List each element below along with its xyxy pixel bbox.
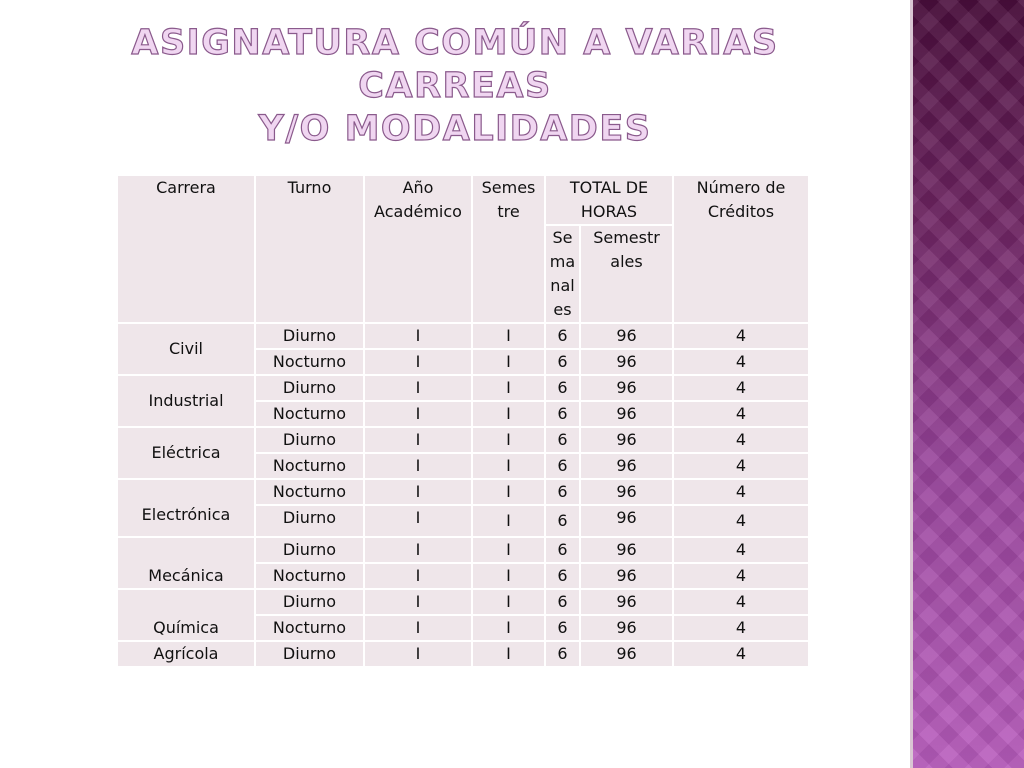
anio-cell: I xyxy=(364,563,472,589)
semestre-cell: I xyxy=(472,453,545,479)
header-semestre: Semes tre xyxy=(472,175,545,323)
turno-cell: Diurno xyxy=(255,641,364,667)
semestrales-cell: 96 xyxy=(580,479,673,505)
header-semestrales: Semestr ales xyxy=(580,225,673,323)
semestrales-cell: 96 xyxy=(580,589,673,615)
turno-cell: Diurno xyxy=(255,323,364,349)
table-row xyxy=(117,589,809,615)
table-row xyxy=(117,641,809,667)
anio-cell: I xyxy=(364,323,472,349)
career-cell: Mecánica xyxy=(117,537,255,589)
turno-cell: Nocturno xyxy=(255,479,364,505)
career-cell: Civil xyxy=(117,323,255,375)
semestrales-cell: 96 xyxy=(580,641,673,667)
title-line-2: Y/O MODALIDADES xyxy=(258,109,652,149)
semestre-cell: I xyxy=(472,563,545,589)
anio-cell: I xyxy=(364,375,472,401)
career-cell: Industrial xyxy=(117,375,255,427)
semestrales-cell: 96 xyxy=(580,349,673,375)
semestrales-cell: 96 xyxy=(580,375,673,401)
semanales-cell: 6 xyxy=(545,401,580,427)
turno-cell: Nocturno xyxy=(255,349,364,375)
creditos-cell: 4 xyxy=(673,401,809,427)
semestre-cell: I xyxy=(472,505,545,537)
anio-cell: I xyxy=(364,505,472,537)
header-turno: Turno xyxy=(255,175,364,323)
anio-cell: I xyxy=(364,589,472,615)
creditos-cell: 4 xyxy=(673,537,809,563)
creditos-cell: 4 xyxy=(673,641,809,667)
semestre-cell: I xyxy=(472,427,545,453)
career-cell: Electrónica xyxy=(117,479,255,537)
semestrales-cell: 96 xyxy=(580,401,673,427)
table-row xyxy=(117,375,809,401)
slide-title xyxy=(40,22,870,151)
semestrales-cell: 96 xyxy=(580,615,673,641)
table-row xyxy=(117,537,809,563)
anio-cell: I xyxy=(364,427,472,453)
career-cell: Química xyxy=(117,589,255,641)
semestrales-cell: 96 xyxy=(580,323,673,349)
anio-cell: I xyxy=(364,349,472,375)
header-carrera: Carrera xyxy=(117,175,255,323)
creditos-cell: 4 xyxy=(673,427,809,453)
turno-cell: Diurno xyxy=(255,537,364,563)
anio-cell: I xyxy=(364,537,472,563)
semanales-cell: 6 xyxy=(545,479,580,505)
turno-cell: Diurno xyxy=(255,375,364,401)
turno-cell: Nocturno xyxy=(255,615,364,641)
creditos-cell: 4 xyxy=(673,453,809,479)
anio-cell: I xyxy=(364,401,472,427)
semanales-cell: 6 xyxy=(545,615,580,641)
creditos-cell: 4 xyxy=(673,505,809,537)
semanales-cell: 6 xyxy=(545,323,580,349)
semanales-cell: 6 xyxy=(545,589,580,615)
turno-cell: Diurno xyxy=(255,427,364,453)
semanales-cell: 6 xyxy=(545,375,580,401)
creditos-cell: 4 xyxy=(673,375,809,401)
career-cell: Eléctrica xyxy=(117,427,255,479)
creditos-cell: 4 xyxy=(673,589,809,615)
header-numero-creditos: Número de Créditos xyxy=(673,175,809,323)
table-row xyxy=(117,427,809,453)
turno-cell: Diurno xyxy=(255,589,364,615)
semestre-cell: I xyxy=(472,375,545,401)
semestrales-cell: 96 xyxy=(580,563,673,589)
semanales-cell: 6 xyxy=(545,349,580,375)
turno-cell: Nocturno xyxy=(255,563,364,589)
semestre-cell: I xyxy=(472,589,545,615)
semestrales-cell: 96 xyxy=(580,427,673,453)
anio-cell: I xyxy=(364,615,472,641)
anio-cell: I xyxy=(364,641,472,667)
semestre-cell: I xyxy=(472,479,545,505)
turno-cell: Nocturno xyxy=(255,453,364,479)
semestrales-cell: 96 xyxy=(580,505,673,537)
courses-table xyxy=(116,174,810,668)
creditos-cell: 4 xyxy=(673,615,809,641)
semanales-cell: 6 xyxy=(545,537,580,563)
header-anio-academico: Año Académico xyxy=(364,175,472,323)
semanales-cell: 6 xyxy=(545,453,580,479)
semestre-cell: I xyxy=(472,615,545,641)
table-header xyxy=(117,175,809,323)
header-total-horas: TOTAL DE HORAS xyxy=(545,175,673,225)
anio-cell: I xyxy=(364,479,472,505)
semestre-cell: I xyxy=(472,349,545,375)
decorative-side-panel xyxy=(913,0,1024,768)
title-line-1: ASIGNATURA COMÚN A VARIAS CARREAS xyxy=(131,23,779,106)
table-row xyxy=(117,479,809,505)
table-row xyxy=(117,323,809,349)
semestre-cell: I xyxy=(472,323,545,349)
semanales-cell: 6 xyxy=(545,641,580,667)
creditos-cell: 4 xyxy=(673,323,809,349)
semestrales-cell: 96 xyxy=(580,453,673,479)
turno-cell: Nocturno xyxy=(255,401,364,427)
semestre-cell: I xyxy=(472,641,545,667)
creditos-cell: 4 xyxy=(673,563,809,589)
semestrales-cell: 96 xyxy=(580,537,673,563)
creditos-cell: 4 xyxy=(673,479,809,505)
semanales-cell: 6 xyxy=(545,563,580,589)
table-body xyxy=(117,323,809,667)
anio-cell: I xyxy=(364,453,472,479)
semanales-cell: 6 xyxy=(545,427,580,453)
semanales-cell: 6 xyxy=(545,505,580,537)
semestre-cell: I xyxy=(472,537,545,563)
header-semanales: Se ma nal es xyxy=(545,225,580,323)
turno-cell: Diurno xyxy=(255,505,364,537)
career-cell: Agrícola xyxy=(117,641,255,667)
semestre-cell: I xyxy=(472,401,545,427)
creditos-cell: 4 xyxy=(673,349,809,375)
